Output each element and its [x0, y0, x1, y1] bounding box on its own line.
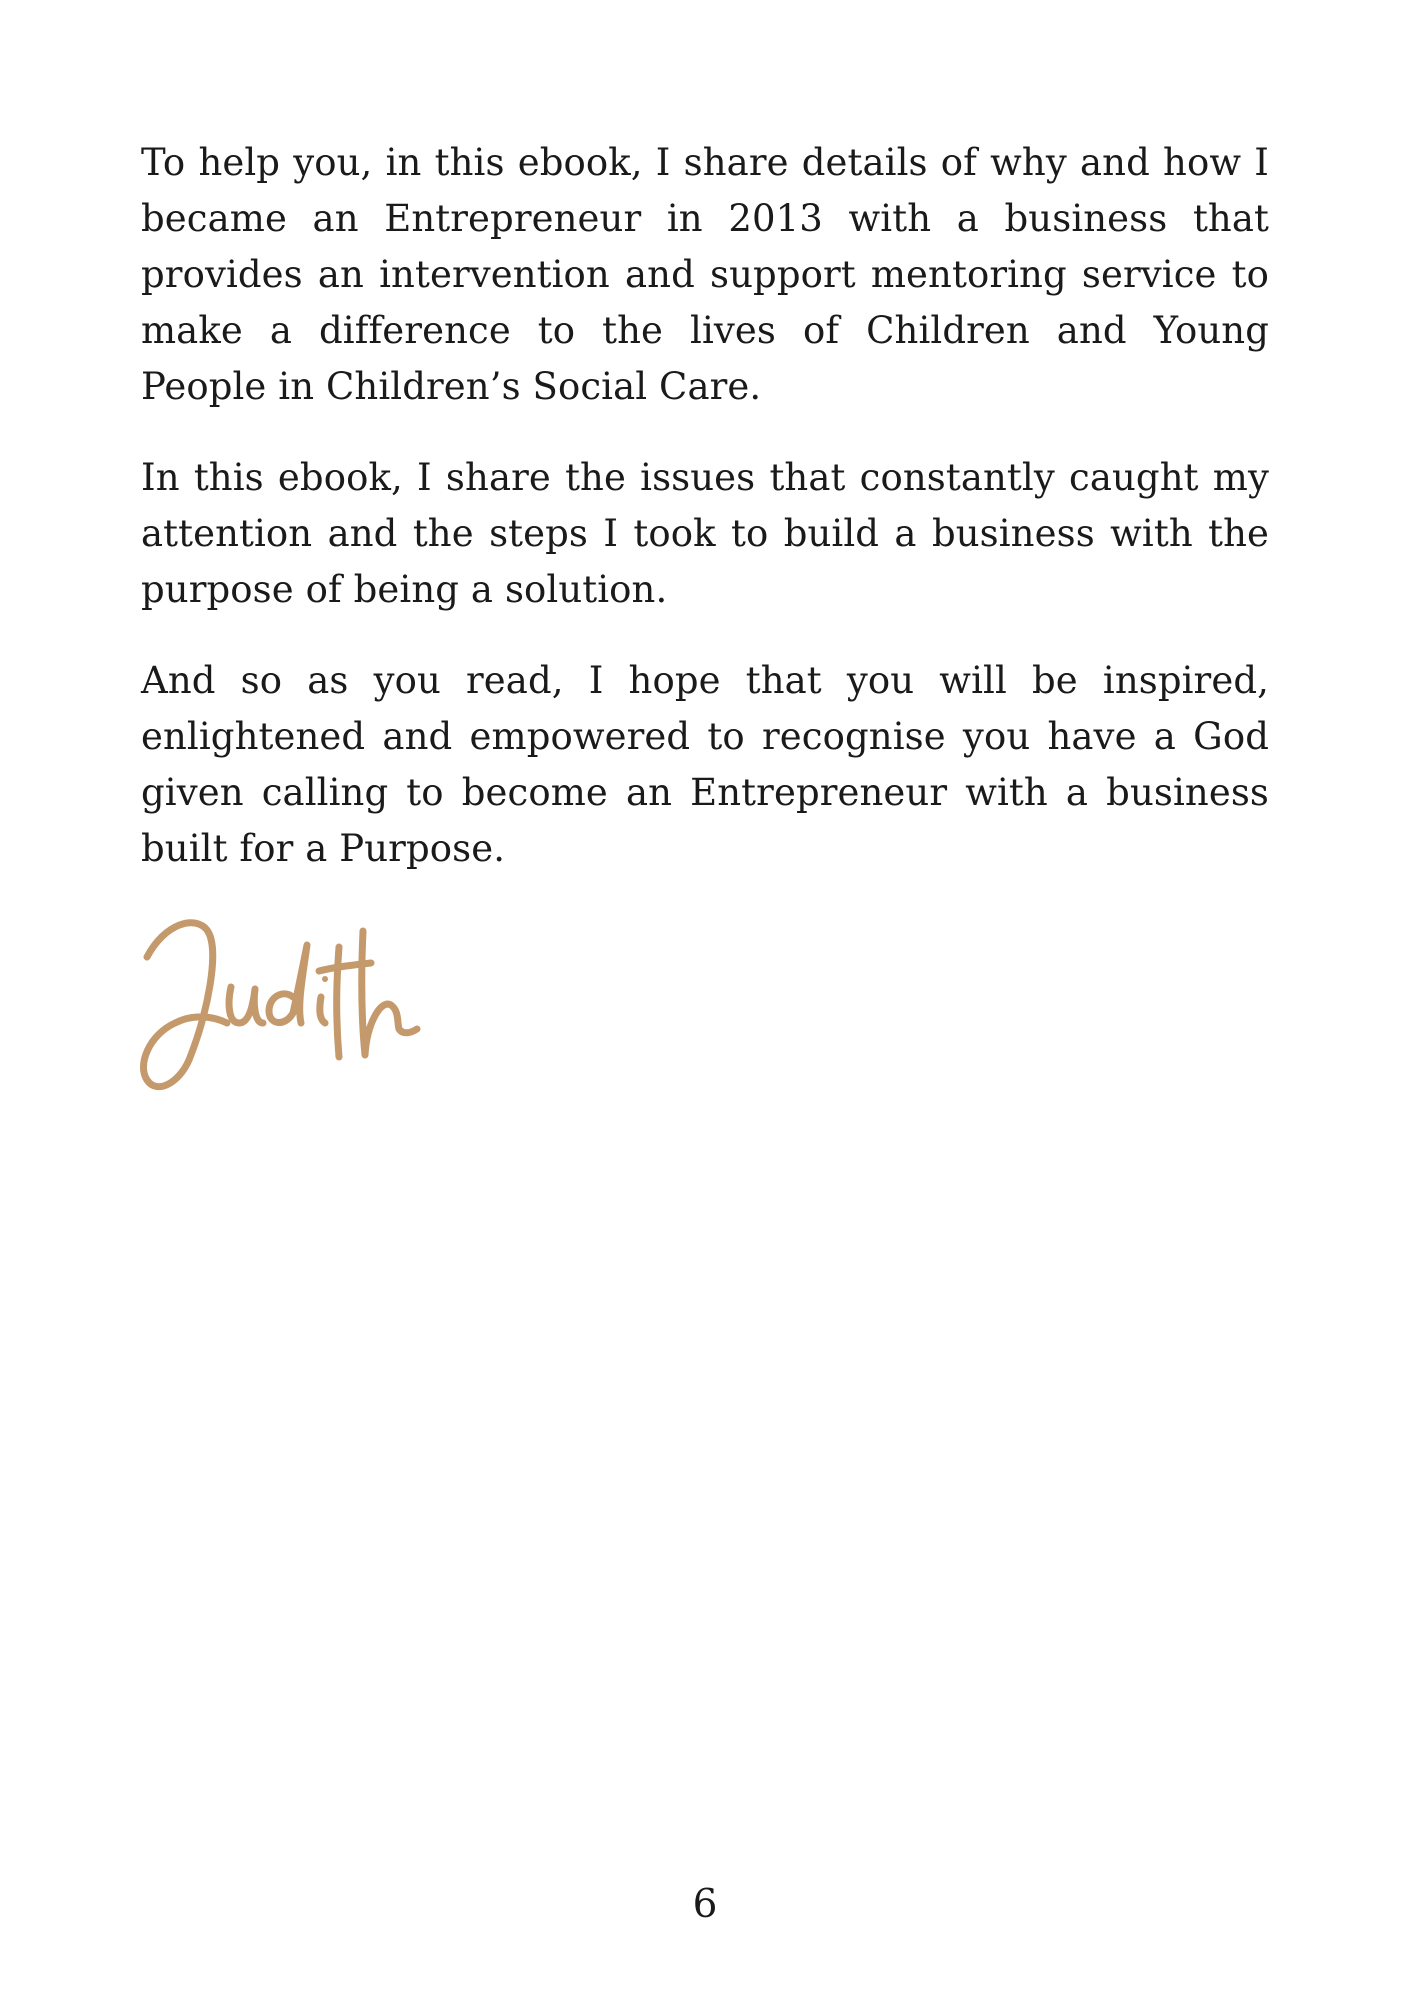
page-number: 6 [692, 1882, 718, 1927]
paragraph-issues: In this ebook, I share the issues that constantly caught my attention and the steps I took to build a business with the purpose of being a solution. [141, 456, 1269, 611]
paragraph-intro: To help you, in this ebook, I share details of why and how I became an Entrepreneur in 2013 with a business that provides an intervention and support mentoring service to make a difference to the lives of Children and Young People in Children’s Social Care. [141, 141, 1269, 408]
author-signature [135, 905, 425, 1105]
signature-graphic [135, 905, 425, 1105]
paragraph-closing: And so as you read, I hope that you will be inspired, enlightened and empowered to recognise you have a God given calling to become an Entrepreneur with a business built for a Purpose. [141, 659, 1269, 870]
page-body [141, 135, 1269, 912]
